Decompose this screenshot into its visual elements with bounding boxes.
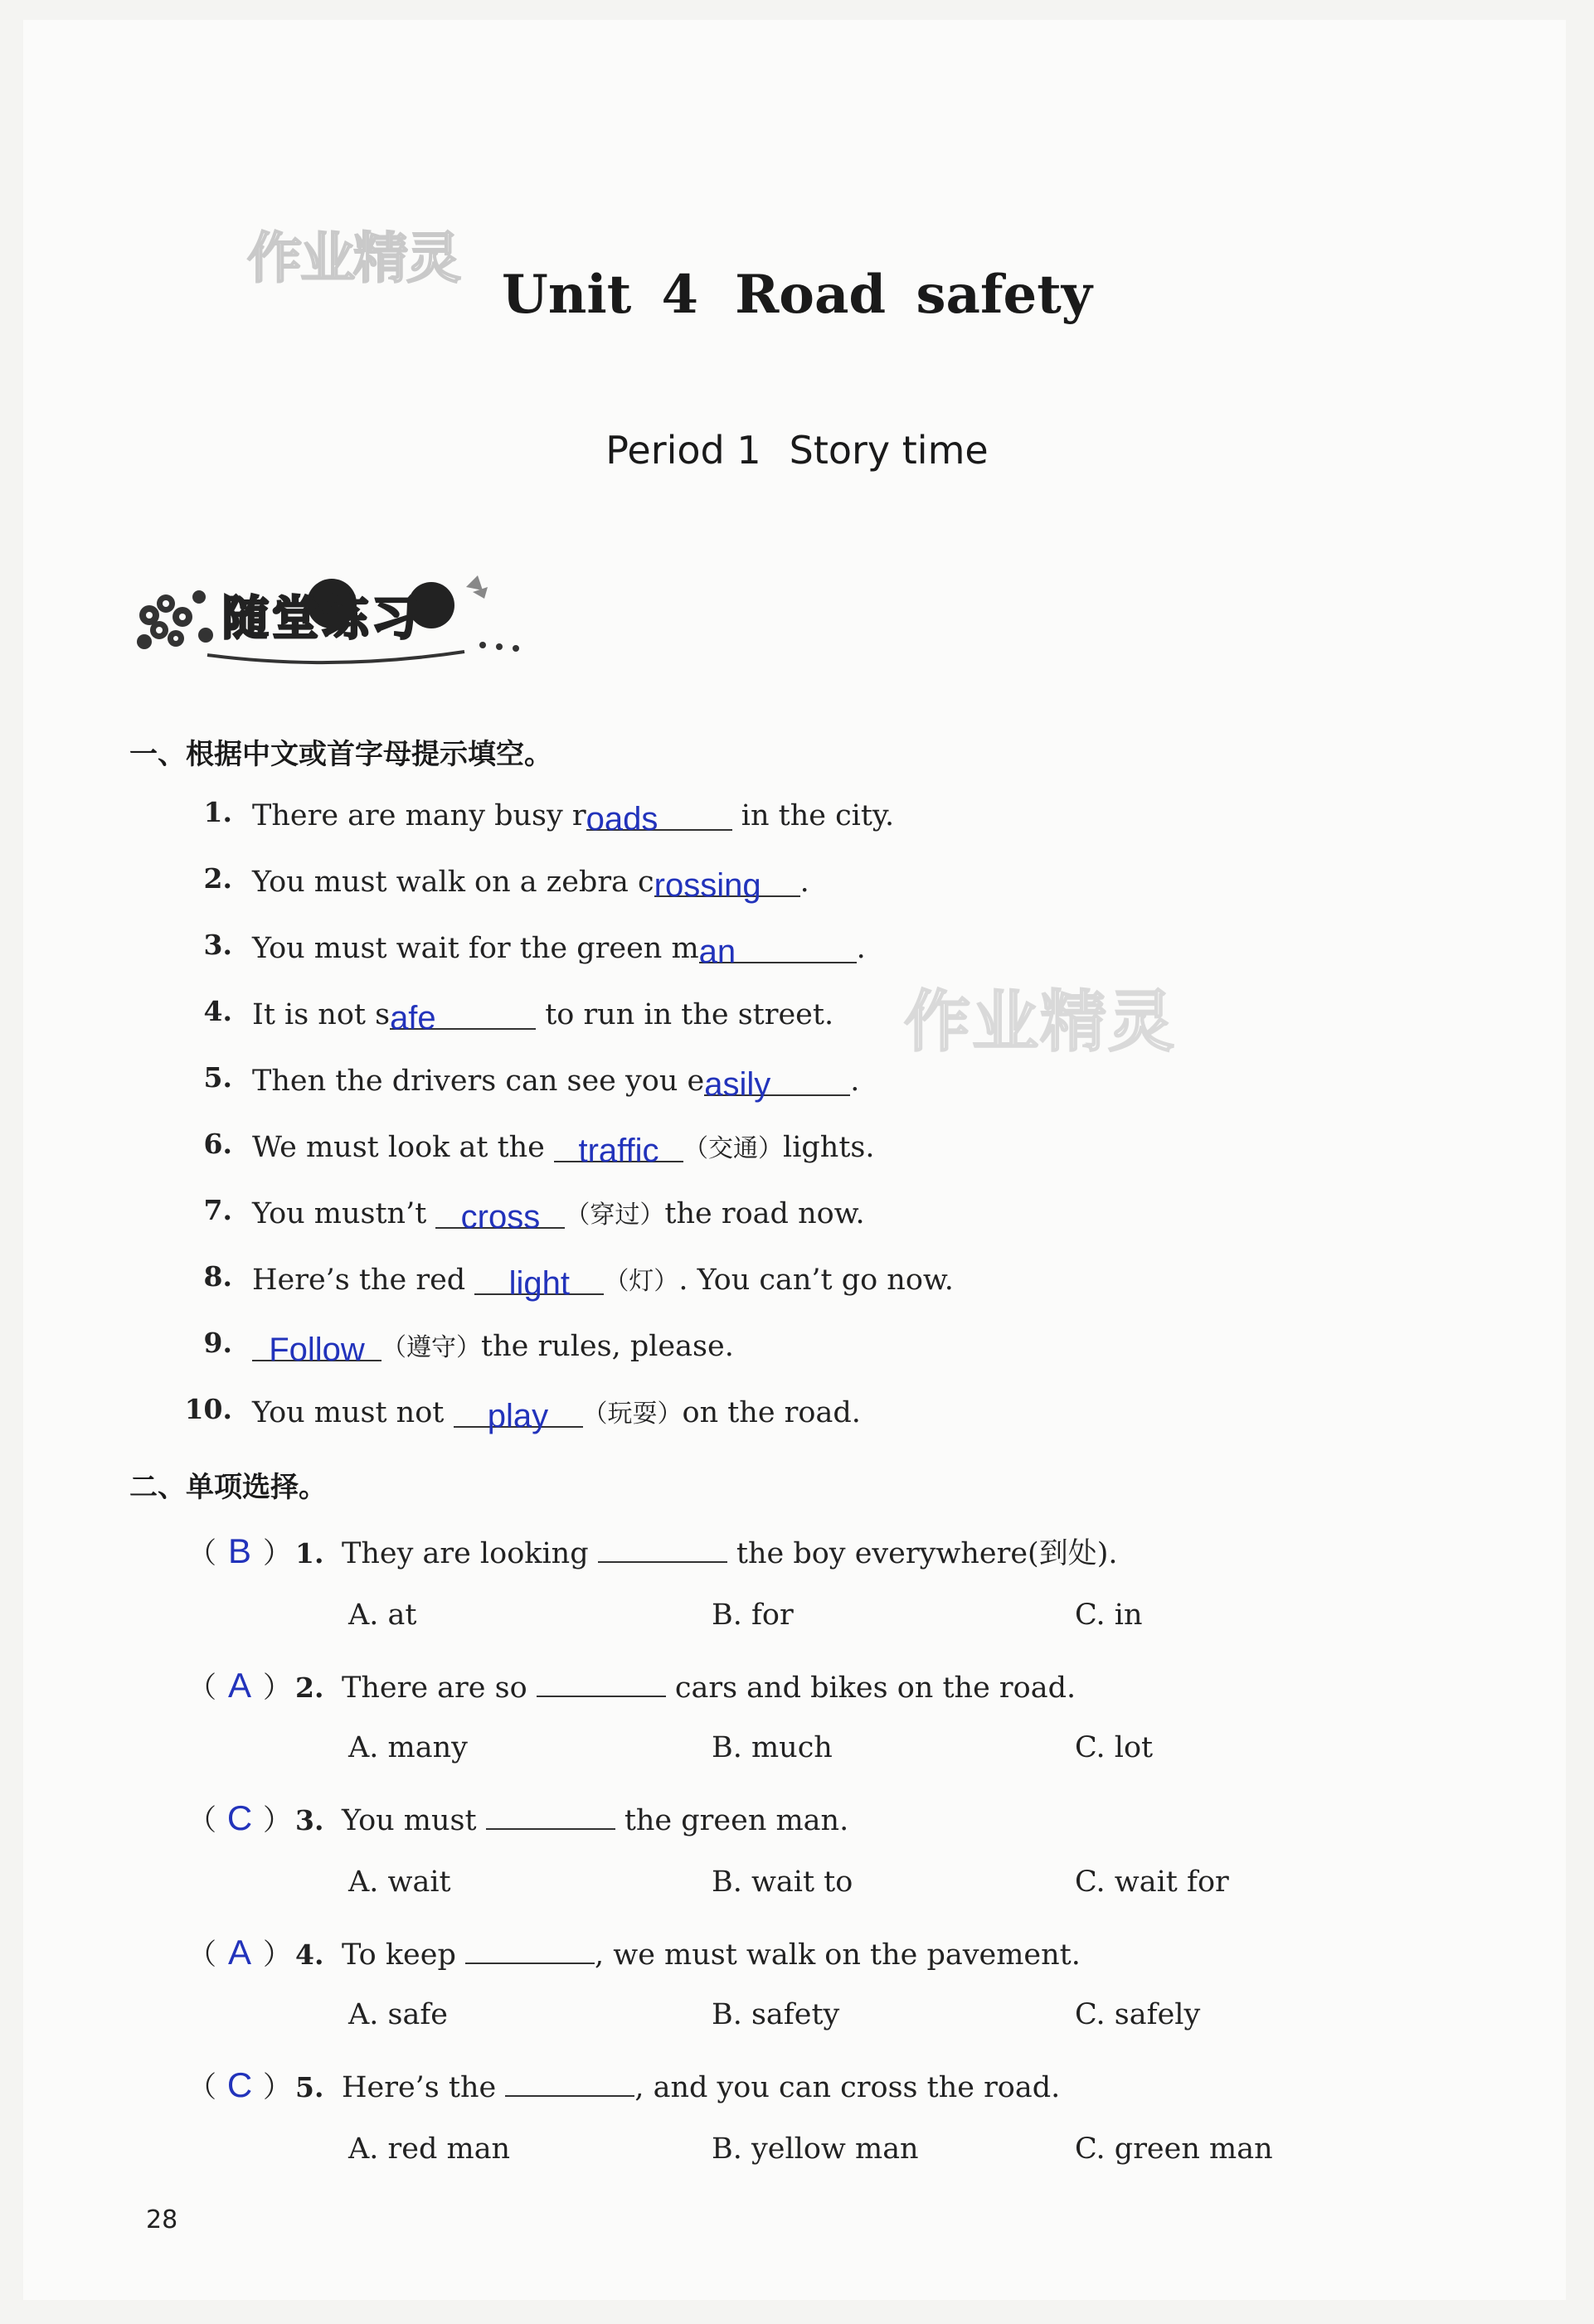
- prompt-tail: . You can’t go now.: [678, 1264, 954, 1297]
- question-tail: , and you can cross the road.: [634, 2071, 1061, 2104]
- period-number: Period 1: [605, 428, 761, 473]
- answer-paren[interactable]: （ C ）: [187, 1798, 293, 1837]
- question-blank: [598, 1536, 727, 1563]
- mc-question-3: [187, 1798, 848, 1839]
- question-number: 2.: [295, 1671, 324, 1704]
- question-tail: the boy everywhere(到处).: [727, 1537, 1118, 1570]
- unit-number: Unit 4: [502, 264, 699, 326]
- mc-question-2: [187, 1665, 1076, 1706]
- answer-blank[interactable]: [390, 995, 536, 1036]
- answer-blank[interactable]: [586, 796, 732, 837]
- question-blank: [465, 1938, 595, 1964]
- option-a[interactable]: A. wait: [348, 1866, 451, 1899]
- question-blank: [537, 1671, 666, 1697]
- chinese-hint: （灯）: [604, 1267, 679, 1296]
- item-line: [252, 1194, 865, 1235]
- item-line: [252, 1061, 860, 1103]
- prompt-tail: .: [799, 866, 809, 899]
- question-tail: cars and bikes on the road.: [665, 1671, 1076, 1705]
- item-number: 9.: [203, 1327, 232, 1359]
- question-tail: , we must walk on the pavement.: [595, 1938, 1081, 1972]
- prompt-tail: on the road.: [682, 1396, 861, 1429]
- option-a[interactable]: A. safe: [348, 1998, 449, 2031]
- prompt-text: Then the drivers can see you e: [252, 1065, 705, 1098]
- answer-text: cross: [460, 1199, 541, 1235]
- prompt-tail: in the city.: [731, 799, 895, 832]
- item-number: 10.: [184, 1393, 232, 1425]
- prompt-text: You must walk on a zebra c: [252, 866, 654, 899]
- item-number: 1.: [203, 796, 232, 828]
- option-a[interactable]: A. red man: [348, 2132, 511, 2166]
- question-text: You must: [342, 1804, 486, 1837]
- item-number: 5.: [203, 1061, 232, 1094]
- question-number: 5.: [295, 2071, 324, 2103]
- answer-blank[interactable]: [704, 1061, 850, 1103]
- practice-badge: [124, 572, 539, 672]
- option-b[interactable]: B. much: [712, 1731, 833, 1764]
- mc-question-5: [187, 2064, 1060, 2106]
- question-blank: [505, 2070, 634, 2097]
- unit-title: [0, 264, 1594, 326]
- item-number: 3.: [203, 929, 232, 961]
- prompt-text: It is not s: [252, 998, 391, 1031]
- watermark-logo: 作业精灵: [247, 226, 459, 290]
- answer-blank[interactable]: [554, 1128, 683, 1169]
- item-line: [252, 1128, 875, 1169]
- period-name: Story time: [789, 428, 989, 473]
- answer-text: rossing: [654, 867, 761, 904]
- option-c[interactable]: C. in: [1075, 1599, 1143, 1632]
- answer-blank[interactable]: [435, 1194, 565, 1235]
- prompt-text: You must not: [252, 1396, 454, 1429]
- prompt-text: We must look at the: [252, 1131, 555, 1164]
- page-number: 28: [146, 2205, 178, 2234]
- answer-text: afe: [390, 1000, 436, 1036]
- item-number: 2.: [203, 862, 232, 895]
- option-c[interactable]: C. safely: [1075, 1998, 1201, 2031]
- prompt-text: You must wait for the green m: [252, 932, 699, 965]
- option-b[interactable]: B. wait to: [712, 1866, 853, 1899]
- period-title: [0, 428, 1594, 473]
- answer-text: light: [508, 1265, 570, 1302]
- answer-blank[interactable]: [654, 862, 800, 904]
- mc-answer: A: [228, 1666, 252, 1705]
- badge-label: 随堂练习: [222, 592, 421, 646]
- item-line: [252, 862, 809, 904]
- answer-blank[interactable]: [454, 1393, 583, 1434]
- answer-text: oads: [586, 801, 658, 837]
- answer-blank[interactable]: [252, 1327, 381, 1368]
- prompt-tail: the rules, please.: [481, 1330, 734, 1363]
- item-line: [252, 1393, 861, 1434]
- question-number: 1.: [295, 1537, 324, 1570]
- item-line: [252, 796, 895, 837]
- item-line: [252, 995, 834, 1036]
- prompt-tail: to run in the street.: [536, 998, 834, 1031]
- answer-paren[interactable]: （ B ）: [187, 1531, 293, 1570]
- watermark-logo-mid: 作业精灵: [904, 983, 1176, 1060]
- chinese-hint: （交通）: [683, 1134, 784, 1163]
- answer-paren[interactable]: （ C ）: [187, 2065, 293, 2104]
- answer-text: play: [487, 1398, 549, 1434]
- option-a[interactable]: A. at: [348, 1599, 417, 1632]
- chinese-hint: （遵守）: [381, 1333, 481, 1362]
- answer-text: Follow: [269, 1332, 365, 1368]
- question-text: Here’s the: [342, 2071, 506, 2104]
- item-number: 8.: [203, 1260, 232, 1293]
- item-number: 7.: [203, 1194, 232, 1226]
- section2-title: 二、单项选择。: [129, 1471, 327, 1504]
- prompt-tail: .: [856, 932, 866, 965]
- answer-blank[interactable]: [698, 929, 857, 970]
- prompt-text: Here’s the red: [252, 1264, 475, 1297]
- answer-text: an: [698, 934, 736, 970]
- option-b[interactable]: B. yellow man: [712, 2132, 919, 2166]
- item-line: [252, 929, 866, 970]
- item-number: 4.: [203, 995, 232, 1027]
- answer-text: traffic: [578, 1133, 659, 1169]
- question-number: 3.: [295, 1804, 324, 1836]
- prompt-tail: lights.: [783, 1131, 875, 1164]
- section1-title: 一、根据中文或首字母提示填空。: [129, 738, 552, 771]
- question-blank: [486, 1803, 615, 1830]
- chinese-hint: （玩耍）: [582, 1400, 683, 1429]
- mc-question-1: [187, 1531, 1118, 1572]
- prompt-tail: .: [850, 1065, 860, 1098]
- answer-paren[interactable]: （ A ）: [187, 1933, 293, 1972]
- prompt-text: You mustn’t: [252, 1197, 436, 1230]
- option-c[interactable]: C. wait for: [1075, 1866, 1229, 1899]
- question-text: They are looking: [342, 1537, 598, 1570]
- question-text: There are so: [342, 1671, 537, 1705]
- item-number: 6.: [203, 1128, 232, 1160]
- mc-question-4: [187, 1932, 1081, 1973]
- prompt-text: There are many busy r: [252, 799, 586, 832]
- mc-answer: A: [228, 1933, 252, 1972]
- unit-name: Road safety: [735, 264, 1092, 326]
- mc-answer: B: [228, 1531, 252, 1570]
- mc-answer: C: [226, 1798, 253, 1837]
- answer-paren[interactable]: （ A ）: [187, 1666, 293, 1705]
- question-tail: the green man.: [615, 1804, 849, 1837]
- option-c[interactable]: C. lot: [1075, 1731, 1154, 1764]
- option-a[interactable]: A. many: [348, 1731, 468, 1764]
- option-b[interactable]: B. safety: [712, 1998, 840, 2031]
- item-line: [252, 1327, 734, 1368]
- mc-answer: C: [226, 2065, 253, 2104]
- chinese-hint: （穿过）: [565, 1201, 665, 1230]
- item-line: [252, 1260, 954, 1302]
- question-text: To keep: [342, 1938, 465, 1972]
- prompt-tail: the road now.: [664, 1197, 865, 1230]
- answer-blank[interactable]: [474, 1260, 604, 1302]
- question-number: 4.: [295, 1938, 324, 1971]
- option-c[interactable]: C. green man: [1075, 2132, 1273, 2166]
- answer-text: asily: [704, 1066, 771, 1103]
- option-b[interactable]: B. for: [712, 1599, 794, 1632]
